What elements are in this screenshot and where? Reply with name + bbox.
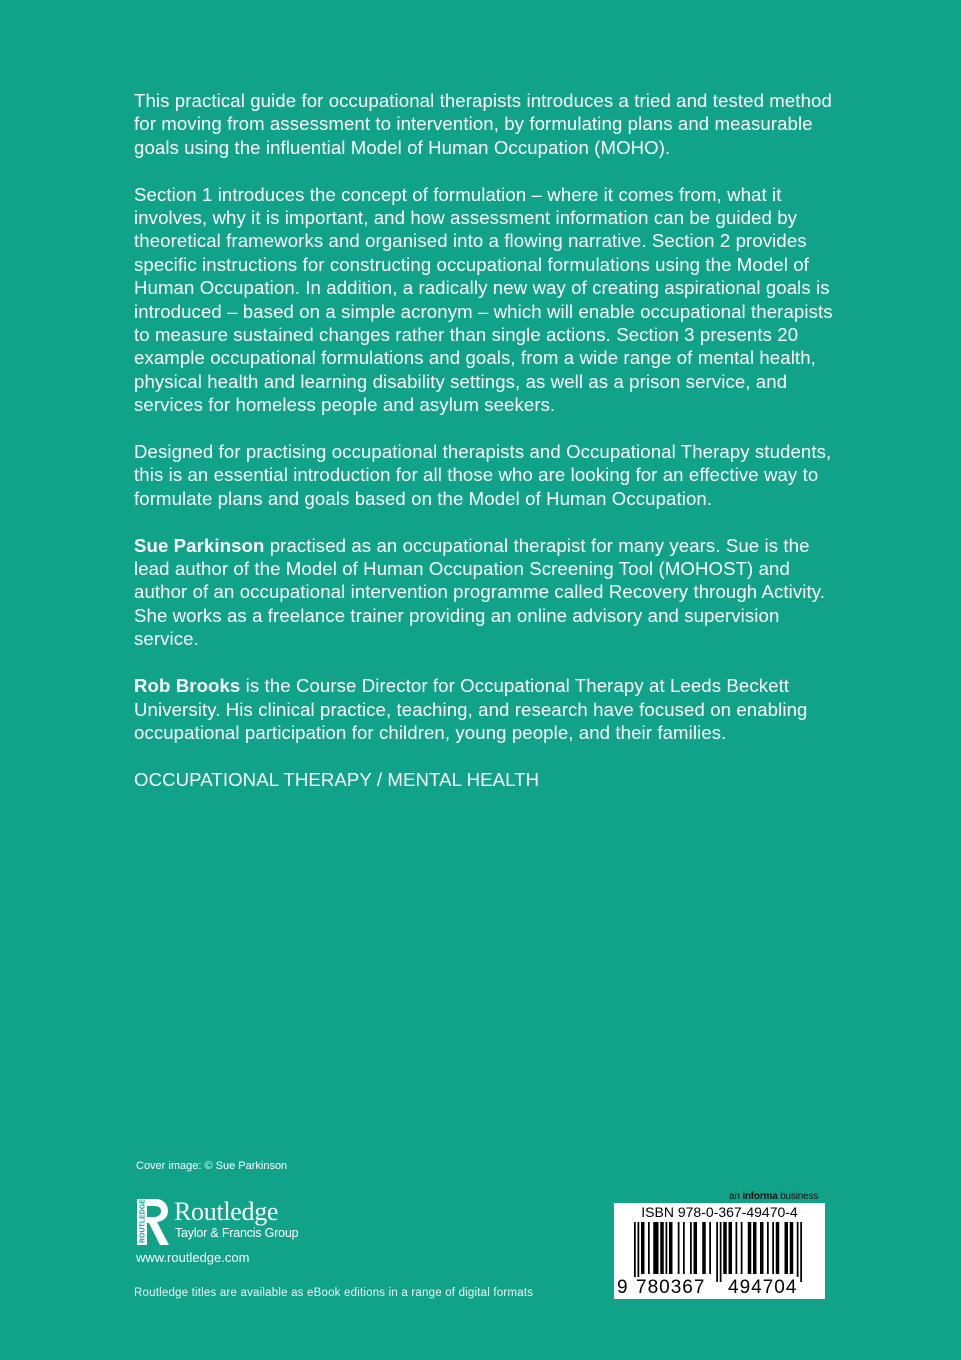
barcode-bar bbox=[683, 1222, 685, 1274]
informa-suffix: business bbox=[777, 1191, 819, 1202]
barcode-bar bbox=[648, 1222, 650, 1274]
barcode-bar bbox=[666, 1222, 668, 1274]
barcode-digits bbox=[614, 1277, 825, 1299]
barcode-bar bbox=[641, 1222, 645, 1274]
blurb-paragraph-1: This practical guide for occupational therapists introduces a tried and tested method for moving from assessment to intervention, by formulating plans and measurable goals using the influential Model of Human Occupation (MOHO). bbox=[134, 90, 832, 158]
author-bio-2 bbox=[134, 674, 834, 744]
barcode-bar bbox=[653, 1222, 658, 1274]
barcode-bar bbox=[790, 1222, 794, 1274]
informa-brand: informa bbox=[742, 1191, 778, 1202]
barcode-bar bbox=[776, 1222, 780, 1274]
barcode-bar bbox=[767, 1222, 769, 1274]
author-bio-1 bbox=[134, 534, 834, 651]
barcode-bar bbox=[660, 1222, 664, 1274]
blurb-paragraph-3: Designed for practising occupational therapists and Occupational Therapy students, this is an essential introduction for all those who are looking for an effective way to formulate plans and goals based on the Model of Human Occupation. bbox=[134, 441, 832, 509]
routledge-logo bbox=[136, 1198, 298, 1246]
publisher-name: Routledge bbox=[174, 1197, 279, 1226]
barcode-bar bbox=[800, 1222, 802, 1282]
isbn-barcode bbox=[614, 1203, 825, 1299]
blurb-paragraph-2: Section 1 introduces the concept of formulation – where it comes from, what it involves, why it is important, and how assessment information can be guided by theoretical frameworks and organised into a flowing narrative. Section 2 provides specific instructions for constructing occupational formulations using the Model of Human Occupation. In addition, a radically new way of creating aspirational goals is introduced – based on a simple acronym – which will enable occupational therapists to measure sustained changes rather than single actions. Section 3 presents 20 example occupational formulations and goals, from a wide range of mental health, physical health and learning disability settings, as well as a prison service, and services for homeless people and asylum seekers. bbox=[134, 183, 833, 416]
ebook-formats-note: Routledge titles are available as eBook editions in a range of digital formats bbox=[134, 1287, 534, 1299]
barcode-digits-left: 780367 bbox=[636, 1277, 706, 1298]
barcode-bar bbox=[760, 1222, 764, 1274]
barcode-bar bbox=[723, 1222, 727, 1274]
informa-business-label bbox=[729, 1191, 818, 1202]
barcode-bar bbox=[716, 1222, 718, 1282]
publisher-website: www.routledge.com bbox=[136, 1250, 250, 1265]
barcode-bar bbox=[709, 1222, 711, 1274]
barcode-bar bbox=[797, 1222, 799, 1282]
routledge-r-icon bbox=[136, 1198, 170, 1246]
subject-category: OCCUPATIONAL THERAPY / MENTAL HEALTH bbox=[134, 768, 540, 790]
back-cover-copy bbox=[134, 89, 834, 815]
barcode-bar bbox=[785, 1222, 789, 1274]
barcode-bar bbox=[772, 1222, 774, 1274]
barcode-bar bbox=[638, 1222, 640, 1282]
barcode-bar bbox=[741, 1222, 743, 1274]
barcode-bar bbox=[634, 1222, 636, 1282]
routledge-vertical-lettering: ROUTLEDGE bbox=[139, 1199, 147, 1243]
barcode-bar bbox=[720, 1222, 722, 1282]
barcode-bar bbox=[729, 1222, 733, 1274]
barcode-bar bbox=[694, 1222, 698, 1274]
barcode-bar bbox=[678, 1222, 680, 1274]
informa-prefix: an bbox=[729, 1191, 743, 1202]
barcode-bar bbox=[702, 1222, 706, 1274]
author-name-2: Rob Brooks bbox=[134, 675, 241, 697]
author-bio-text-1: practised as an occupational therapist for many years. Sue is the lead author of the Model of Human Occupation Screening Tool (MOHOST) and author of an occupational intervention programme called Recovery through Activity. She works as a freelance trainer providing an online advisory and supervision service. bbox=[134, 534, 826, 650]
barcode-bar bbox=[690, 1222, 692, 1274]
routledge-wordmark bbox=[174, 1198, 298, 1240]
barcode-bar bbox=[748, 1222, 752, 1274]
publisher-group: Taylor & Francis Group bbox=[175, 1226, 299, 1240]
barcode-bar bbox=[736, 1222, 738, 1274]
isbn-text: ISBN 978-0-367-49470-4 bbox=[641, 1204, 798, 1220]
author-bio-text-2: is the Course Director for Occupational Therapy at Leeds Beckett University. His clinical practice, teaching, and research have focused on enabling occupational participation for children, young people, and their families. bbox=[134, 675, 808, 743]
barcode-digits-right: 494704 bbox=[728, 1277, 798, 1298]
barcode-bar bbox=[753, 1222, 757, 1274]
barcode-digit-first: 9 bbox=[617, 1277, 628, 1298]
barcode-bars bbox=[614, 1222, 825, 1284]
cover-image-credit: Cover image: © Sue Parkinson bbox=[136, 1160, 288, 1172]
barcode-bar bbox=[669, 1222, 673, 1274]
author-name-1: Sue Parkinson bbox=[134, 534, 265, 556]
